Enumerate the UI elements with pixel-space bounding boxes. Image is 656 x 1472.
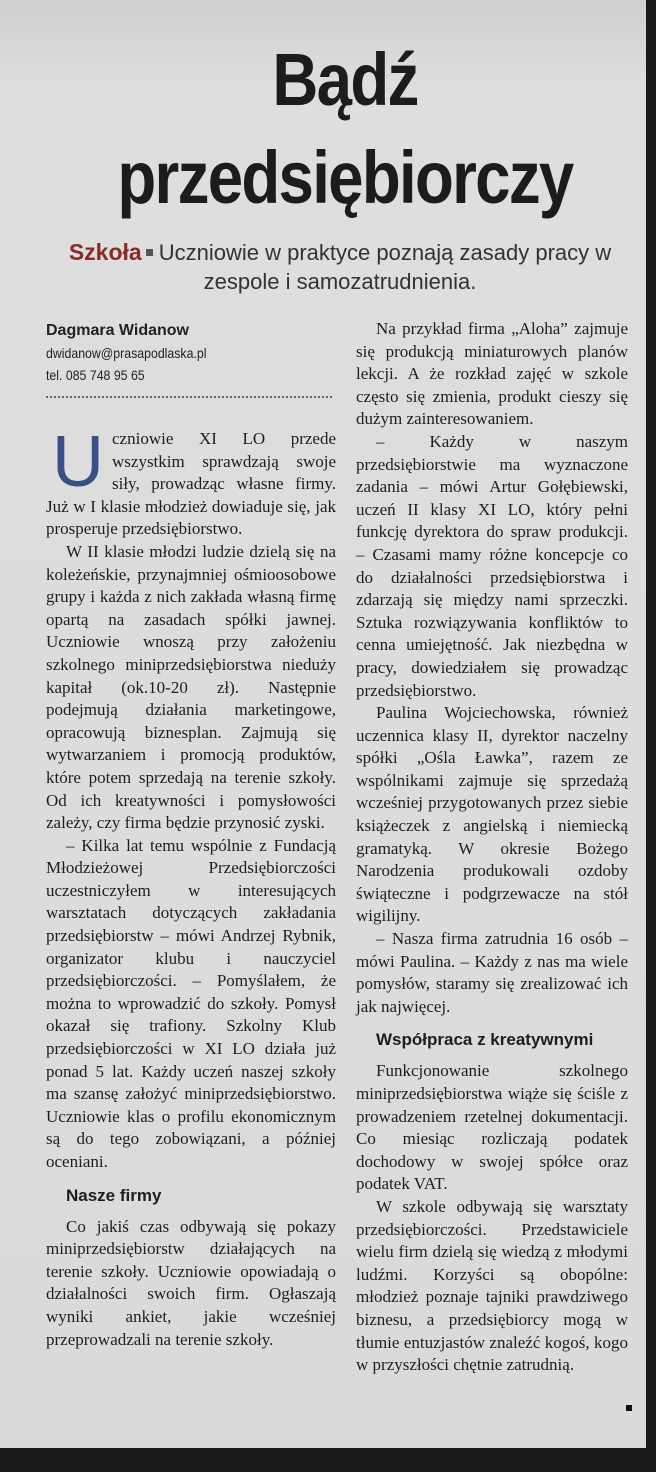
subheading: Nasze firmy xyxy=(66,1185,162,1205)
right-column xyxy=(356,318,628,1377)
end-square-icon xyxy=(626,1405,632,1411)
paragraph: – Kilka lat temu wspólnie z Fundacją Młodzieżowej Przedsiębiorczości uczestniczyłem w interesujących warsztatach dotyczących zakładania przedsiębiorstw – mówi Andrzej Rybnik, organizator klubu i nauczyciel przedsiębiorczości. – Pomyślałem, że można to wprowadzić do szkoły. Pomysł okazał się trafiony. Szkolny Klub przedsiębiorczości w XI LO działa już ponad 5 lat. Każdy uczeń naszej szkoły ma szansę założyć miniprzedsiębiorstwo. Uczniowie klas o profilu ekonomicznym są do tego zobowiązani, a później oceniani. xyxy=(46,835,336,1171)
lead xyxy=(40,238,640,296)
paragraph: W szkole odbywają się warsztaty przedsiębiorczości. Przedstawiciele wielu firm dzielą się wiedzą z młodymi ludźmi. Korzyści są obopólne: młodzież poznaje tajniki prawdziwego biznesu, a przedsiębiorcy mogą w tłumie entuzjastów znaleźć kogoś, kogo w przyszłości chętnie zatrudnią. xyxy=(356,1196,628,1375)
paragraph: – Każdy w naszym przedsiębiorstwie ma wyznaczone zadania – mówi Artur Gołębiewski, uczeń II klasy XI LO, który pełni funkcję dyrektora do spraw produkcji. – Czasami mamy różne koncepcje co do działalności przedsiębiorstwa i zdarzają się między nami sprzeczki. Sztuka rozwiązywania konfliktów to cenna umiejętność. Jak niezbędna w pracy, dowiedziałem się prowadząc przedsiębiorstwo. xyxy=(356,431,628,700)
author-phone: tel. 085 748 95 65 xyxy=(46,367,145,383)
section-label: Szkoła xyxy=(68,239,142,265)
paragraph: Paulina Wojciechowska, również uczennica klasy II, dyrektor naczelny spółki „Ośla Ławka”, razem ze wspólnikami zajmuje się sprzedażą wcześniej przygotowanych przez siebie książeczek z angielską i niemiecką gramatyką. W okresie Bożego Narodzenia produkowali ozdoby świąteczne i podgrzewacze na stół wigilijny. xyxy=(356,703,628,926)
author-name: Dagmara Widanow xyxy=(46,322,189,339)
byline-divider xyxy=(46,396,332,398)
paragraph: W II klasie młodzi ludzie dzielą się na koleżeńskie, przynajmniej ośmioosobowe grupy i każda z nich zakłada własną firmę opartą na zasadach spółki jawnej. Uczniowie wnoszą przy założeniu szkolnego miniprzedsiębiorstwa nieduży kapitał (ok.10-20 zł). Następnie podejmują działania marketingowe, opracowują biznesplan. Zajmują się wytwarzaniem i promocją produktów, które potem sprzedają na terenie szkoły. Od ich kreatywności i pomysłowości zależy, czy firma będzie przynosić zyski. xyxy=(46,541,336,833)
headline-line-1: Bądź xyxy=(272,38,418,121)
left-column xyxy=(46,422,336,1351)
paragraph: Na przykład firma „Aloha” zajmuje się produkcją miniaturowych planów lekcji. A że rozkład zajęć w szkole często się zmienia, produkt cieszy się dużym zainteresowaniem. xyxy=(356,319,628,429)
paragraph: – Nasza firma zatrudnia 16 osób – mówi Paulina. – Każdy z nas ma wiele pomysłów, staramy się zrealizować ich jak najwięcej. xyxy=(356,929,628,1016)
drop-cap: U xyxy=(52,422,104,502)
end-of-article-mark xyxy=(626,1398,632,1416)
paragraph: Funkcjonowanie szkolnego miniprzedsiębiorstwa wiąże się ściśle z prowadzeniem rzetelnej dokumentacji. Co miesiąc rozliczają podatek dochodowy w swojej spółce oraz podatek VAT. xyxy=(356,1061,628,1194)
bullet-icon xyxy=(146,249,153,256)
headline-line-2: przedsiębiorczy xyxy=(117,136,573,219)
subheading: Współpraca z kreatywnymi xyxy=(376,1030,594,1050)
author-email: dwidanow@prasapodlaska.pl xyxy=(46,345,207,361)
paragraph: Uczniowie XI LO przede wszystkim sprawdzają swoje siły, prowadząc własne firmy. Już w I klasie młodzież dowiaduje się, jak prosperuje przedsiębiorstwo. xyxy=(46,422,336,539)
lead-text: Uczniowie w praktyce poznają zasady pracy w zespole i samozatrudnienia. xyxy=(158,240,612,294)
paragraph: Co jakiś czas odbywają się pokazy miniprzedsiębiorstw działających na terenie szkoły. Uczniowie opowiadają o działalności swoich firm. Ogłaszają wyniki ankiet, jakie wcześniej przeprowadzali na terenie szkoły. xyxy=(46,1216,336,1349)
byline xyxy=(46,320,346,386)
